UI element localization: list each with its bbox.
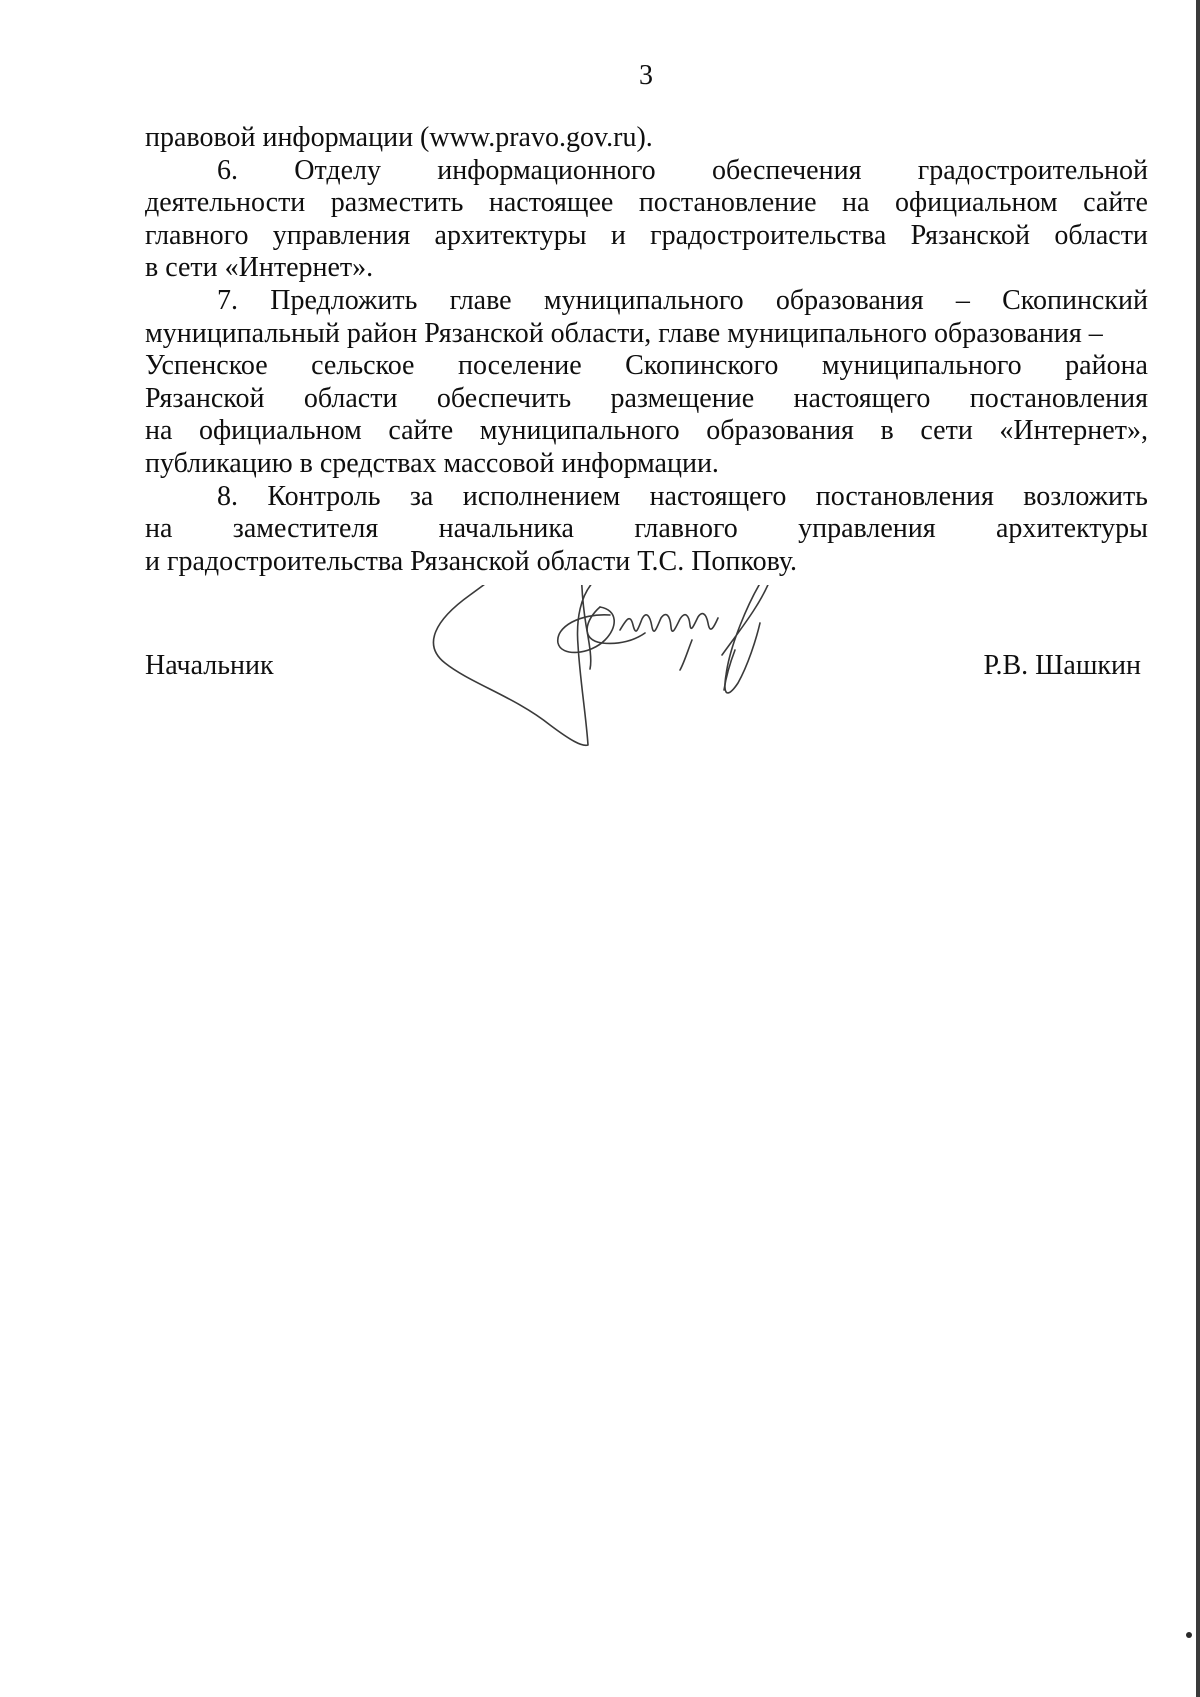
- word: заместителя: [232, 513, 379, 545]
- paragraph-6-line-3: [145, 220, 1148, 253]
- word: начальника: [438, 513, 574, 545]
- paragraph-7-line-1: [145, 285, 1148, 318]
- word: архитектуры: [996, 513, 1148, 545]
- word: постановление: [638, 187, 817, 219]
- word: настоящего: [649, 480, 787, 512]
- paragraph-6-line-4: в сети «Интернет».: [145, 252, 374, 284]
- signature-stroke: [680, 640, 692, 670]
- paragraph-8-line-2: [145, 513, 1148, 546]
- word: Рязанской: [145, 382, 265, 414]
- word: исполнением: [462, 480, 621, 512]
- word: муниципального: [479, 415, 680, 447]
- word: архитектуры: [434, 219, 587, 251]
- word: в: [880, 415, 894, 447]
- word: Отделу: [294, 154, 382, 186]
- word: настоящего: [793, 382, 931, 414]
- word: размещение: [610, 382, 755, 414]
- signature-stroke: [581, 585, 595, 669]
- paragraph-7-line-4: [145, 383, 1148, 416]
- word: сайте: [1083, 187, 1148, 219]
- word: главе: [449, 284, 512, 316]
- word: главного: [634, 513, 738, 545]
- paragraph-7-line-5: [145, 415, 1148, 448]
- word: образования: [706, 415, 854, 447]
- word: Успенское: [145, 350, 268, 382]
- word: «Интернет»,: [999, 415, 1148, 447]
- paragraph-7-line-6: публикацию в средствах массовой информации.: [145, 447, 719, 479]
- word: сельское: [311, 350, 415, 382]
- word: Предложить: [270, 284, 418, 316]
- word: главного: [145, 219, 249, 251]
- word: муниципального: [543, 284, 744, 316]
- paragraph-7-line-3: [145, 350, 1148, 383]
- paragraph-5-tail: правовой информации (www.pravo.gov.ru).: [145, 122, 653, 153]
- signature-stroke: [558, 607, 614, 652]
- paragraph-8-line-3: и градостроительства Рязанской области Т.С. Попкову.: [145, 545, 798, 577]
- scan-edge: [1196, 0, 1200, 1697]
- word: управления: [272, 219, 411, 251]
- word: и: [610, 219, 626, 251]
- word: Контроль: [267, 480, 381, 512]
- paragraph-8-line-1: [145, 481, 1148, 514]
- word: постановления: [969, 382, 1148, 414]
- document-body: [145, 122, 1148, 578]
- word: образования: [775, 284, 924, 316]
- scan-speck: [1186, 1632, 1192, 1638]
- word: на: [842, 187, 870, 219]
- word: Рязанской: [910, 219, 1031, 251]
- word: –: [955, 284, 970, 316]
- word: официальном: [894, 187, 1058, 219]
- word: области: [1054, 219, 1148, 251]
- paragraph-6-line-2: [145, 187, 1148, 220]
- word: деятельности: [145, 187, 306, 219]
- word: района: [1065, 350, 1148, 382]
- word: Скопинский: [1002, 284, 1148, 316]
- signer-name: Р.В. Шашкин: [983, 650, 1141, 681]
- word: Скопинского: [625, 350, 779, 382]
- word: сайте: [388, 415, 454, 447]
- word: обеспечения: [711, 154, 862, 186]
- paragraph-6-line-1: [145, 155, 1148, 188]
- word: возложить: [1023, 480, 1148, 512]
- signature-stroke: [587, 607, 645, 643]
- word: поселение: [457, 350, 582, 382]
- word: управления: [798, 513, 936, 545]
- page-number: 3: [639, 60, 653, 91]
- position-title: Начальник: [145, 650, 274, 681]
- signature-stroke: [620, 614, 718, 632]
- word: настоящее: [488, 187, 614, 219]
- word: обеспечить: [436, 382, 572, 414]
- word: за: [409, 480, 434, 512]
- word: официальном: [199, 415, 362, 447]
- paragraph-number: 7.: [217, 284, 238, 316]
- word: градостроительства: [650, 219, 887, 251]
- paragraph-number: 8.: [217, 480, 238, 512]
- word: сети: [920, 415, 973, 447]
- word: градостроительной: [917, 154, 1148, 186]
- handwritten-signature: [430, 585, 850, 785]
- word: информационного: [437, 154, 656, 186]
- paragraph-7-line-2: муниципальный район Рязанской области, главе муниципального образования –: [145, 317, 1103, 349]
- signature-stroke: [722, 585, 774, 693]
- word: разместить: [330, 187, 464, 219]
- word: постановления: [815, 480, 994, 512]
- word: области: [303, 382, 398, 414]
- paragraph-number: 6.: [217, 154, 238, 186]
- word: на: [145, 513, 173, 545]
- word: на: [145, 415, 173, 447]
- word: муниципального: [821, 350, 1022, 382]
